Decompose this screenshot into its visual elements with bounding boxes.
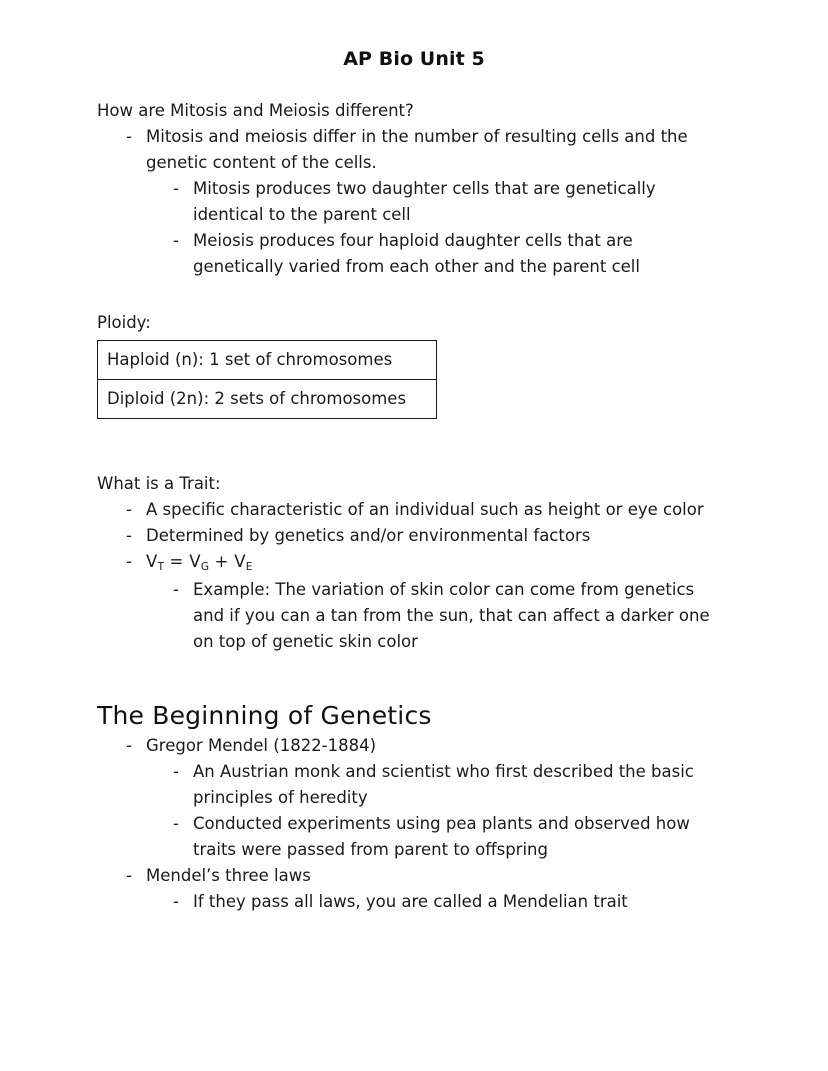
list-item (97, 577, 728, 655)
list-item (97, 497, 728, 523)
table-cell-diploid: Diploid (2n): 2 sets of chromosomes (98, 380, 437, 419)
genetics-heading: The Beginning of Genetics (97, 701, 432, 730)
bullet-dash-icon: - (173, 231, 179, 250)
list-item-text: Mitosis and meiosis differ in the number of resulting cells and the genetic content of the cells. (146, 127, 688, 172)
list-item-text: A specific characteristic of an individual such as height or eye color (146, 500, 704, 519)
list-item-text: Example: The variation of skin color can come from genetics and if you can a tan from the sun, that can affect a darker one on top of genetic skin color (193, 580, 710, 651)
table-row (98, 380, 437, 419)
bullet-dash-icon: - (126, 736, 132, 755)
section-ploidy (97, 310, 728, 419)
list-item-text: Mendel’s three laws (146, 866, 311, 885)
list-item (97, 176, 728, 228)
bullet-dash-icon: - (173, 580, 179, 599)
list-item-text: Gregor Mendel (1822-1884) (146, 736, 377, 755)
table-cell-haploid: Haploid (n): 1 set of chromosomes (98, 341, 437, 380)
page-title: AP Bio Unit 5 (343, 48, 485, 70)
variance-formula (146, 549, 728, 577)
bullet-dash-icon: - (126, 866, 132, 885)
section-mitosis-meiosis (97, 98, 728, 280)
list-item-text: An Austrian monk and scientist who first described the basic principles of heredity (193, 762, 694, 807)
list-item-text: Conducted experiments using pea plants and observed how traits were passed from parent to offspring (193, 814, 690, 859)
list-item (97, 889, 728, 915)
list-item (97, 228, 728, 280)
bullet-dash-icon: - (126, 500, 132, 519)
bullet-dash-icon: - (173, 814, 179, 833)
section-genetics (97, 699, 728, 915)
formula-v-genetic: V (189, 552, 201, 571)
bullet-dash-icon: - (126, 552, 132, 571)
table-row (98, 341, 437, 380)
formula-v-total: V (146, 552, 158, 571)
list-item-formula (97, 549, 728, 577)
section-trait (97, 471, 728, 655)
bullet-dash-icon: - (173, 179, 179, 198)
formula-equals: = (164, 552, 190, 571)
mitosis-meiosis-heading: How are Mitosis and Meiosis different? (97, 101, 414, 120)
list-item (97, 124, 728, 176)
ploidy-label: Ploidy: (97, 313, 151, 332)
mitosis-meiosis-list (97, 124, 728, 280)
formula-sub-e: E (245, 561, 253, 573)
bullet-dash-icon: - (126, 127, 132, 146)
list-item (97, 733, 728, 759)
bullet-dash-icon: - (173, 762, 179, 781)
list-item (97, 811, 728, 863)
document-body (0, 70, 828, 915)
spacer (97, 419, 728, 471)
formula-plus: + (208, 552, 235, 571)
trait-heading: What is a Trait: (97, 474, 221, 493)
list-item (97, 759, 728, 811)
spacer (97, 655, 728, 699)
bullet-dash-icon: - (173, 892, 179, 911)
list-item-text: Meiosis produces four haploid daughter cells that are genetically varied from each other and the parent cell (193, 231, 640, 276)
trait-list (97, 497, 728, 655)
list-item-text: Mitosis produces two daughter cells that are genetically identical to the parent cell (193, 179, 656, 224)
formula-sub-g: G (200, 561, 209, 573)
list-item (97, 863, 728, 889)
spacer (97, 280, 728, 310)
formula-sub-t: T (157, 561, 165, 573)
bullet-dash-icon: - (126, 526, 132, 545)
ploidy-table (97, 340, 437, 419)
genetics-list (97, 733, 728, 915)
list-item-text: Determined by genetics and/or environmental factors (146, 526, 591, 545)
formula-v-environment: V (234, 552, 246, 571)
list-item-text: If they pass all laws, you are called a Mendelian trait (193, 892, 628, 911)
list-item (97, 523, 728, 549)
